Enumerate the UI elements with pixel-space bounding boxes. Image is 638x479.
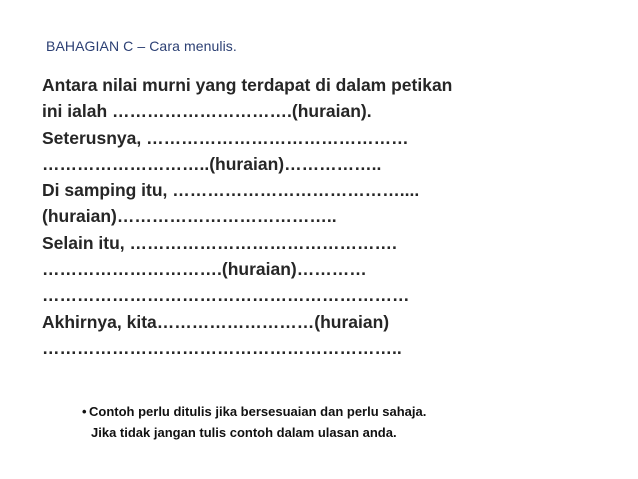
template-line: ini ialah ………………………….(huraian). <box>42 101 372 122</box>
note-line-2 <box>82 422 426 443</box>
bullet-icon: • <box>82 404 87 419</box>
note-text-1: Contoh perlu ditulis jika bersesuaian dan perlu sahaja. <box>89 404 427 419</box>
template-line: …………………………………………………….. <box>42 337 402 358</box>
template-line: ………………………..(huraian)…………….. <box>42 153 382 174</box>
template-line: (huraian)……………………………….. <box>42 206 337 227</box>
note-text-2: Jika tidak jangan tulis contoh dalam ulasan anda. <box>91 425 397 440</box>
writing-template <box>42 72 452 361</box>
example-note <box>82 401 426 443</box>
template-line: Di samping itu, ………………………………….... <box>42 180 420 201</box>
template-line: Selain itu, ………………………………………. <box>42 232 397 253</box>
section-heading: BAHAGIAN C – Cara menulis. <box>46 38 237 54</box>
template-line: ……………………………………………………… <box>42 285 410 306</box>
template-line: Antara nilai murni yang terdapat di dalam petikan <box>42 75 453 95</box>
note-line-1 <box>82 401 426 422</box>
template-line: Seterusnya, ……………………………………… <box>42 127 409 148</box>
template-line: ………………………….(huraian)………… <box>42 259 367 280</box>
template-line: Akhirnya, kita………………………(huraian) <box>42 311 390 332</box>
